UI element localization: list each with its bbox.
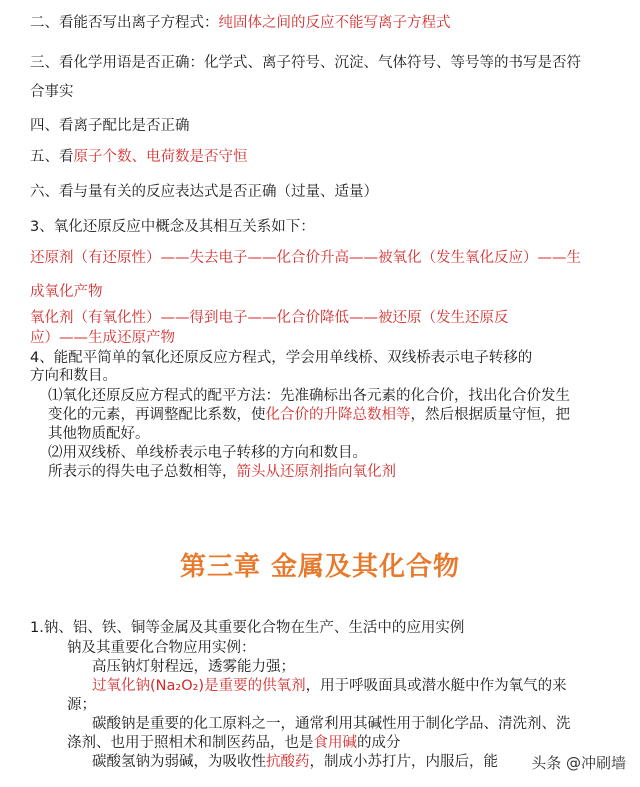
text-line [92, 715, 571, 733]
highlighted-text: 食用碱 [313, 735, 357, 751]
text-line [30, 349, 532, 367]
text-segment: ⑴氧化还原反应方程式的配平方法：先准确标出各元素的化合价，找出化合价发生 [48, 388, 570, 404]
text-line [30, 329, 175, 347]
text-line [30, 54, 581, 72]
highlighted-text: 原子个数、电荷数是否守恒 [73, 149, 248, 165]
highlighted-text: 抗酸药 [266, 754, 310, 770]
text-line [92, 753, 498, 771]
text-segment: 3、氧化还原反应中概念及其相互关系如下： [30, 219, 315, 235]
text-segment: ，制成小苏打片，内服后，能 [309, 754, 498, 770]
text-segment: 四、看离子配比是否正确 [30, 118, 190, 134]
text-segment: 1.钠、铝、铁、铜等金属及其重要化合物在生产、生活中的应用实例 [30, 620, 465, 636]
text-line [30, 309, 509, 327]
highlighted-text: 成氧化产物 [30, 284, 103, 300]
text-line [30, 218, 315, 236]
highlighted-text: 还原剂（有还原性）——失去电子——化合价升高——被氧化（发生氧化反应）——生 [30, 250, 581, 266]
text-segment: 所表示的得失电子总数相等， [48, 464, 237, 480]
text-segment: ，然后根据质量守恒，把 [410, 407, 570, 423]
text-line [30, 183, 378, 201]
text-line [30, 367, 117, 385]
text-line [30, 83, 74, 101]
text-line [48, 387, 570, 405]
text-segment: 4、能配平简单的氧化还原反应方程式，学会用单线桥、双线桥表示电子转移的 [30, 350, 533, 366]
text-line [30, 619, 464, 637]
text-line [30, 283, 103, 301]
text-segment: ，用于呼吸面具或潜水艇中作为氧气的来 [305, 678, 567, 694]
text-segment: 高压钠灯射程远，透雾能力强； [92, 659, 295, 675]
text-line [30, 117, 190, 135]
text-segment: 合事实 [30, 84, 74, 100]
text-segment: ⑵用双线桥、单线桥表示电子转移的方向和数目。 [48, 445, 367, 461]
text-segment: 五、看 [30, 149, 74, 165]
text-line [48, 406, 570, 424]
text-segment: 三、看化学用语是否正确：化学式、离子符号、沉淀、气体符号、等号等的书写是否符 [30, 55, 581, 71]
text-line [67, 696, 96, 714]
highlighted-text: 氧化剂（有氧化性）——得到电子——化合价降低——被还原（发生还原反 [30, 310, 509, 326]
text-line [30, 148, 248, 166]
text-segment: 源； [67, 697, 96, 713]
text-segment: 变化的元素，再调整配比系数，使 [48, 407, 266, 423]
text-segment: 二、看能否写出离子方程式： [30, 15, 219, 31]
text-line [48, 444, 367, 462]
text-segment: 六、看与量有关的反应表达式是否正确（过量、适量） [30, 184, 378, 200]
text-segment: 方向和数目。 [30, 368, 117, 384]
highlighted-text: 化合价的升降总数相等 [265, 407, 411, 423]
text-line [48, 425, 150, 443]
highlighted-text: 纯固体之间的反应不能写离子方程式 [218, 15, 451, 31]
text-line [30, 14, 451, 32]
text-line [67, 734, 401, 752]
text-segment: 碳酸氢钠为弱碱，为吸收性 [92, 754, 266, 770]
highlighted-text: 箭头从还原剂指向氧化剂 [236, 464, 396, 480]
highlighted-text: 过氧化钠(Na₂O₂)是重要的供氧剂 [92, 678, 306, 694]
text-segment: 碳酸钠是重要的化工原料之一，通常利用其碱性用于制化学品、清洗剂、洗 [92, 716, 571, 732]
text-line [30, 249, 581, 267]
text-segment: 钠及其重要化合物应用实例： [67, 640, 256, 656]
text-line [92, 658, 295, 676]
text-segment: 涤剂、也用于照相术和制医药品，也是 [67, 735, 314, 751]
text-line [48, 463, 396, 481]
text-line [92, 677, 567, 695]
highlighted-text: 应）——生成还原产物 [30, 330, 175, 346]
text-segment: 其他物质配好。 [48, 426, 150, 442]
chapter-title: 第三章 金属及其化合物 [179, 552, 461, 582]
watermark: 头条 @冲刷墙 [531, 754, 626, 772]
text-line [67, 639, 256, 657]
text-segment: 的成分 [357, 735, 401, 751]
